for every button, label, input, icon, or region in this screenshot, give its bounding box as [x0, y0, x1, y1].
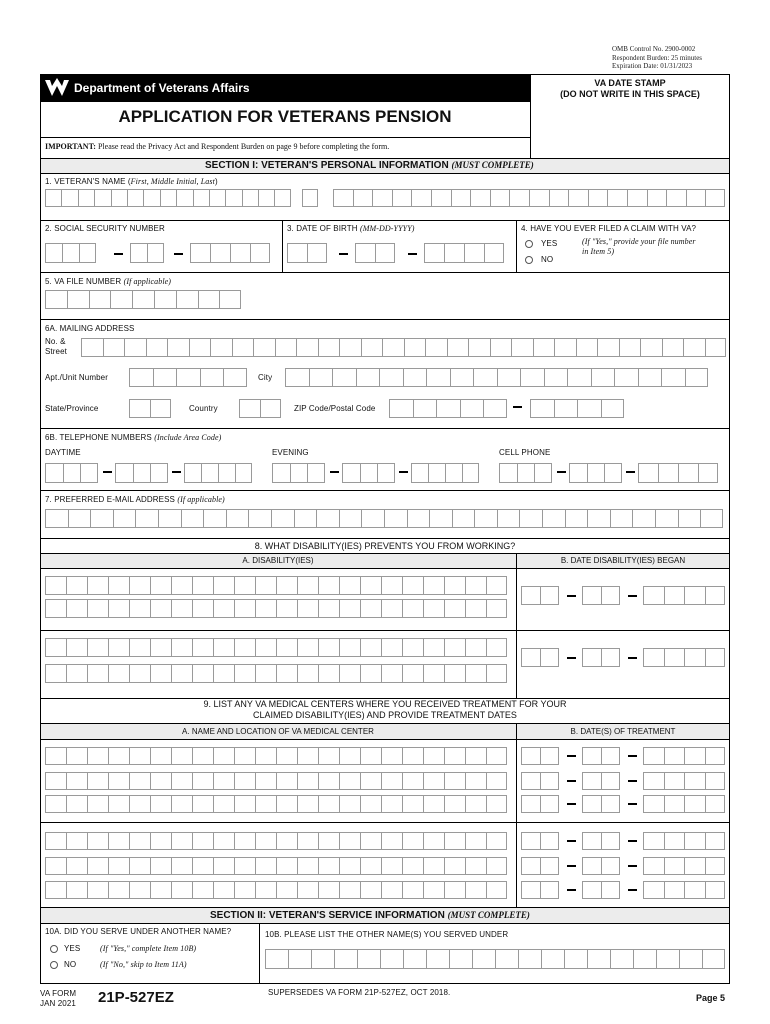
item-1-label: 1. VETERAN'S NAME (First, Middle Initial, Last): [45, 177, 218, 186]
item-6b-label: 6B. TELEPHONE NUMBERS (Include Area Code): [45, 433, 222, 442]
omb-respondent-burden: Respondent Burden: 25 minutes: [612, 53, 703, 62]
filed-claim-note-1: (If "Yes," provide your file number: [582, 237, 696, 246]
va-seal-logo: [44, 78, 70, 98]
form-title: APPLICATION FOR VETERANS PENSION: [118, 107, 452, 126]
zip-plus4-input[interactable]: [530, 399, 624, 418]
ssn-part3-input[interactable]: [190, 243, 270, 263]
treatment-date-1-dash-1: [567, 755, 576, 757]
item-9-col-b: B. DATE(S) OF TREATMENT: [570, 727, 676, 736]
treatment-date-5-month-input[interactable]: [521, 857, 559, 875]
treatment-date-2-month-input[interactable]: [521, 772, 559, 790]
treatment-date-5-dash-2: [628, 865, 637, 867]
cell-prefix-input[interactable]: [569, 463, 622, 483]
medical-center-line-6-input[interactable]: [45, 881, 507, 899]
city-label: City: [258, 373, 273, 382]
country-label: Country: [189, 404, 218, 413]
medical-center-line-1-input[interactable]: [45, 747, 507, 765]
daytime-line-input[interactable]: [184, 463, 252, 483]
evening-dash-2: [399, 471, 408, 473]
daytime-dash-2: [172, 471, 181, 473]
evening-area-code-input[interactable]: [272, 463, 325, 483]
item-6a-label: 6A. MAILING ADDRESS: [45, 324, 135, 333]
cell-dash-1: [557, 471, 566, 473]
disability-1-dash-1: [567, 595, 576, 597]
treatment-date-1-day-input[interactable]: [582, 747, 620, 765]
treatment-date-2-year-input[interactable]: [643, 772, 725, 790]
daytime-area-code-input[interactable]: [45, 463, 98, 483]
footer-supersedes: SUPERSEDES VA FORM 21P-527EZ, OCT 2018.: [268, 988, 451, 997]
disability-1-dash-2: [628, 595, 637, 597]
treatment-date-3-year-input[interactable]: [643, 795, 725, 813]
dob-dash-2: [408, 253, 417, 255]
medical-center-line-5-input[interactable]: [45, 857, 507, 875]
footer-va-form: VA FORM: [40, 989, 77, 998]
treatment-date-6-dash-1: [567, 889, 576, 891]
state-input[interactable]: [129, 399, 171, 418]
disability-2-dash-1: [567, 657, 576, 659]
no-street-label-1: No. &: [45, 337, 66, 346]
other-name-yes-radio[interactable]: [50, 945, 58, 953]
treatment-date-4-day-input[interactable]: [582, 832, 620, 850]
treatment-date-1-year-input[interactable]: [643, 747, 725, 765]
treatment-date-1-month-input[interactable]: [521, 747, 559, 765]
ssn-part2-input[interactable]: [130, 243, 164, 263]
section-1-title: SECTION I: VETERAN'S PERSONAL INFORMATION (MUST COMPLETE): [205, 160, 534, 171]
treatment-date-4-dash-2: [628, 840, 637, 842]
filed-claim-yes-label: YES: [541, 239, 558, 248]
filed-claim-note-2: in Item 5): [582, 247, 615, 256]
email-input[interactable]: [45, 509, 723, 528]
item-7-label: 7. PREFERRED E-MAIL ADDRESS (If applicable): [45, 495, 225, 504]
va-date-stamp-note: (DO NOT WRITE IN THIS SPACE): [560, 89, 700, 99]
footer-form-date: JAN 2021: [40, 999, 76, 1008]
footer-form-number: 21P-527EZ: [98, 989, 174, 1006]
important-text: Please read the Privacy Act and Respondent Burden on page 9 before completing the form.: [97, 142, 390, 151]
item-5-label: 5. VA FILE NUMBER (If applicable): [45, 277, 172, 286]
other-names-input[interactable]: [265, 949, 725, 969]
medical-center-line-4-input[interactable]: [45, 832, 507, 850]
va-file-number-input[interactable]: [45, 290, 241, 309]
treatment-date-6-day-input[interactable]: [582, 881, 620, 899]
va-date-stamp-title: VA DATE STAMP: [594, 78, 666, 88]
important-notice: [45, 142, 389, 151]
section-2-title: SECTION II: VETERAN'S SERVICE INFORMATION (MUST COMPLETE): [210, 910, 530, 921]
treatment-date-3-month-input[interactable]: [521, 795, 559, 813]
treatment-date-5-dash-1: [567, 865, 576, 867]
first-name-input[interactable]: [45, 189, 291, 207]
ssn-dash-2: [174, 253, 183, 255]
filed-claim-yes-radio[interactable]: [525, 240, 533, 248]
evening-label: EVENING: [272, 448, 309, 457]
cell-phone-label: CELL PHONE: [499, 448, 551, 457]
item-9-title-line-2: CLAIMED DISABILITY(IES) AND PROVIDE TREATMENT DATES: [253, 710, 517, 720]
department-header-bar: [40, 74, 530, 102]
no-street-label-2: Street: [45, 347, 67, 356]
treatment-date-1-dash-2: [628, 755, 637, 757]
omb-control-number: OMB Control No. 2900-0002: [612, 45, 696, 53]
disability-2-line-1-input[interactable]: [45, 638, 507, 657]
middle-initial-input[interactable]: [302, 189, 318, 207]
other-name-no-label: NO: [64, 960, 77, 969]
department-name: Department of Veterans Affairs: [74, 81, 250, 95]
disability-1-day-input[interactable]: [582, 586, 620, 605]
apt-unit-input[interactable]: [129, 368, 247, 387]
zip-dash: [513, 406, 522, 408]
ssn-part1-input[interactable]: [45, 243, 96, 263]
treatment-date-6-year-input[interactable]: [643, 881, 725, 899]
item-8-col-b: B. DATE DISABILITY(IES) BEGAN: [560, 556, 686, 565]
treatment-date-3-dash-1: [567, 803, 576, 805]
treatment-date-2-dash-2: [628, 780, 637, 782]
item-8-title: 8. WHAT DISABILITY(IES) PREVENTS YOU FROM WORKING?: [254, 541, 516, 551]
disability-2-day-input[interactable]: [582, 648, 620, 667]
cell-dash-2: [626, 471, 635, 473]
dob-year-input[interactable]: [424, 243, 504, 263]
treatment-date-4-month-input[interactable]: [521, 832, 559, 850]
filed-claim-no-radio[interactable]: [525, 256, 533, 264]
other-name-no-note: (If "No," skip to Item 11A): [100, 960, 187, 969]
treatment-date-6-month-input[interactable]: [521, 881, 559, 899]
other-name-yes-label: YES: [64, 944, 81, 953]
disability-2-month-input[interactable]: [521, 648, 559, 667]
evening-dash-1: [330, 471, 339, 473]
disability-1-month-input[interactable]: [521, 586, 559, 605]
disability-1-year-input[interactable]: [643, 586, 725, 605]
important-label: IMPORTANT:: [45, 142, 96, 151]
ssn-dash-1: [114, 253, 123, 255]
item-10b-label: 10B. PLEASE LIST THE OTHER NAME(S) YOU SERVED UNDER: [265, 930, 509, 939]
item-10a-label: 10A. DID YOU SERVE UNDER ANOTHER NAME?: [45, 927, 232, 936]
medical-center-line-3-input[interactable]: [45, 795, 507, 813]
treatment-date-4-dash-1: [567, 840, 576, 842]
zip-label: ZIP Code/Postal Code: [294, 404, 376, 413]
item-4-label: 4. HAVE YOU EVER FILED A CLAIM WITH VA?: [521, 224, 697, 233]
disability-2-line-2-input[interactable]: [45, 664, 507, 683]
state-label: State/Province: [45, 404, 99, 413]
daytime-label: DAYTIME: [45, 448, 81, 457]
other-name-yes-note: (If "Yes," complete Item 10B): [100, 944, 197, 953]
other-name-no-radio[interactable]: [50, 961, 58, 969]
evening-prefix-input[interactable]: [342, 463, 395, 483]
apt-label: Apt./Unit Number: [45, 373, 108, 382]
disability-1-line-1-input[interactable]: [45, 576, 507, 595]
treatment-date-3-dash-2: [628, 803, 637, 805]
omb-expiration-date: Expiration Date: 01/31/2023: [612, 62, 693, 70]
country-input[interactable]: [239, 399, 281, 418]
treatment-date-2-dash-1: [567, 780, 576, 782]
street-address-input[interactable]: [81, 338, 726, 357]
medical-center-line-2-input[interactable]: [45, 772, 507, 790]
dob-dash-1: [339, 253, 348, 255]
item-9-col-a: A. NAME AND LOCATION OF VA MEDICAL CENTER: [182, 727, 374, 736]
treatment-date-6-dash-2: [628, 889, 637, 891]
daytime-prefix-input[interactable]: [115, 463, 168, 483]
filed-claim-no-label: NO: [541, 255, 554, 264]
treatment-date-5-year-input[interactable]: [643, 857, 725, 875]
item-3-label: 3. DATE OF BIRTH (MM-DD-YYYY): [287, 224, 415, 233]
item-2-label: 2. SOCIAL SECURITY NUMBER: [45, 224, 165, 233]
evening-line-input[interactable]: [411, 463, 479, 483]
item-9-title-line-1: 9. LIST ANY VA MEDICAL CENTERS WHERE YOU RECEIVED TREATMENT FOR YOUR: [203, 699, 567, 709]
omb-block: [612, 45, 702, 71]
treatment-date-2-day-input[interactable]: [582, 772, 620, 790]
zip-input[interactable]: [389, 399, 507, 418]
disability-1-line-2-input[interactable]: [45, 599, 507, 618]
dob-day-input[interactable]: [355, 243, 395, 263]
cell-line-input[interactable]: [638, 463, 718, 483]
treatment-date-3-day-input[interactable]: [582, 795, 620, 813]
last-name-input[interactable]: [333, 189, 725, 207]
daytime-dash-1: [103, 471, 112, 473]
cell-area-code-input[interactable]: [499, 463, 552, 483]
city-input[interactable]: [285, 368, 708, 387]
treatment-date-4-year-input[interactable]: [643, 832, 725, 850]
dob-month-input[interactable]: [287, 243, 327, 263]
footer-page-number: Page 5: [696, 993, 726, 1003]
treatment-date-5-day-input[interactable]: [582, 857, 620, 875]
item-8-col-a: A. DISABILITY(IES): [242, 556, 314, 565]
disability-2-dash-2: [628, 657, 637, 659]
disability-2-year-input[interactable]: [643, 648, 725, 667]
